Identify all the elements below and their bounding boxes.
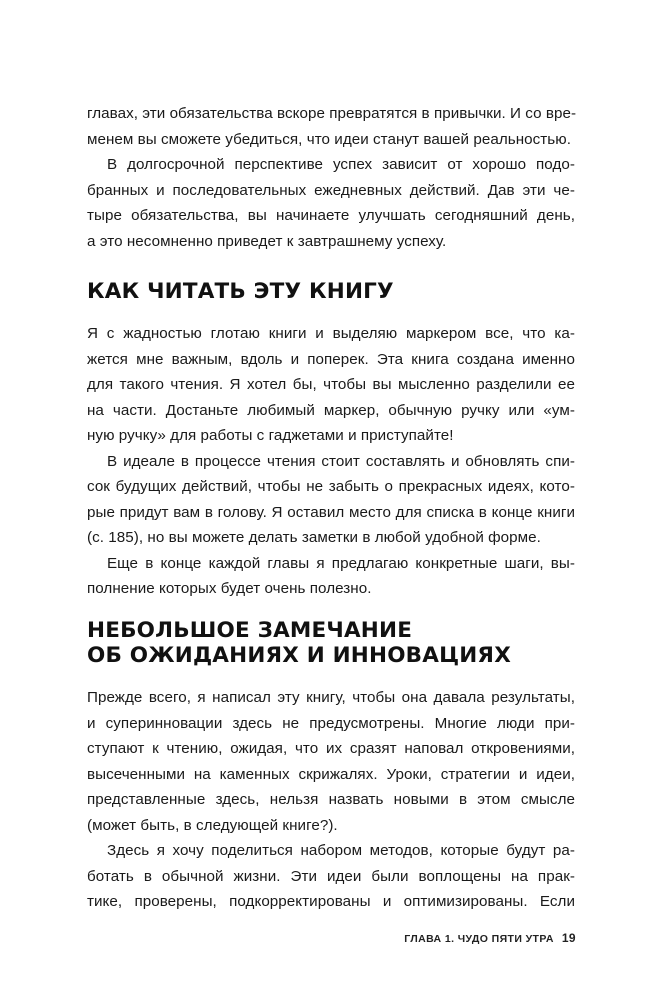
section-title-line: ОБ ОЖИДАНИЯХ И ИННОВАЦИЯХ: [87, 643, 511, 668]
body-line: и суперинновации здесь не предусмотрены. Многие люди при-: [87, 714, 575, 732]
body-line: для такого чтения. Я хотел бы, чтобы вы мысленно разделили ее: [87, 376, 575, 393]
body-line: полнение которых будет очень полезно.: [87, 580, 372, 597]
body-line: бранных и последовательных ежедневных действий. Дав эти че-: [87, 181, 575, 199]
body-line: (может быть, в следующей книге?).: [87, 816, 338, 834]
body-line: сок будущих действий, чтобы не забыть о прекрасных идеях, кото-: [87, 478, 575, 495]
running-footer: [404, 931, 576, 945]
body-line: Здесь я хочу поделиться набором методов, которые будут ра-: [107, 842, 575, 859]
body-line: Прежде всего, я написал эту книгу, чтобы она давала результаты,: [87, 689, 575, 706]
body-line: (с. 185), но вы можете делать заметки в любой удобной форме.: [87, 529, 541, 546]
section-title: КАК ЧИТАТЬ ЭТУ КНИГУ: [87, 279, 394, 304]
section1-paragraphs: [87, 321, 575, 602]
body-line: высеченными на каменных скрижалях. Уроки, стратегии и идеи,: [87, 765, 575, 783]
intro-paragraphs: [87, 101, 575, 254]
body-line: ступают к чтению, ожидая, что их сразят наповал откровениями,: [87, 740, 575, 757]
body-line: тыре обязательства, вы начинаете улучшать сегодняшний день,: [87, 207, 575, 224]
body-line: ботать в обычной жизни. Эти идеи были воплощены на прак-: [87, 867, 575, 885]
body-line: Я с жадностью глотаю книги и выделяю маркером все, что ка-: [87, 325, 575, 342]
body-line: на части. Достаньте любимый маркер, обычную ручку или «ум-: [87, 401, 575, 419]
section2-paragraphs: [87, 685, 575, 915]
page-number: 19: [561, 931, 576, 945]
section-heading: [87, 279, 394, 304]
section-title-line: НЕБОЛЬШОЕ ЗАМЕЧАНИЕ: [87, 618, 413, 643]
body-line: В идеале в процессе чтения стоит составлять и обновлять спи-: [107, 452, 575, 470]
body-line: главах, эти обязательства вскоре превратятся в привычки. И со вре-: [87, 105, 577, 122]
chapter-title: ГЛАВА 1. ЧУДО ПЯТИ УТРА: [404, 933, 554, 945]
body-line: В долгосрочной перспективе успех зависит от хорошо подо-: [107, 156, 575, 173]
body-line: рые придут вам в голову. Я оставил место для списка в конце книги: [87, 503, 575, 521]
body-line: Еще в конце каждой главы я предлагаю конкретные шаги, вы-: [107, 554, 575, 572]
body-line: представленные здесь, нельзя назвать новыми в этом смысле: [87, 791, 575, 808]
body-line: а это несомненно приведет к завтрашнему успеху.: [87, 232, 447, 250]
body-line: ную ручку» для работы с гаджетами и приступайте!: [87, 427, 454, 444]
body-line: менем вы сможете убедиться, что идеи станут вашей реальностью.: [87, 130, 571, 148]
body-line: жется мне важным, вдоль и поперек. Эта книга создана именно: [87, 350, 575, 368]
body-line: тике, проверены, подкорректированы и оптимизированы. Если: [87, 893, 575, 910]
section-heading: [87, 618, 511, 668]
